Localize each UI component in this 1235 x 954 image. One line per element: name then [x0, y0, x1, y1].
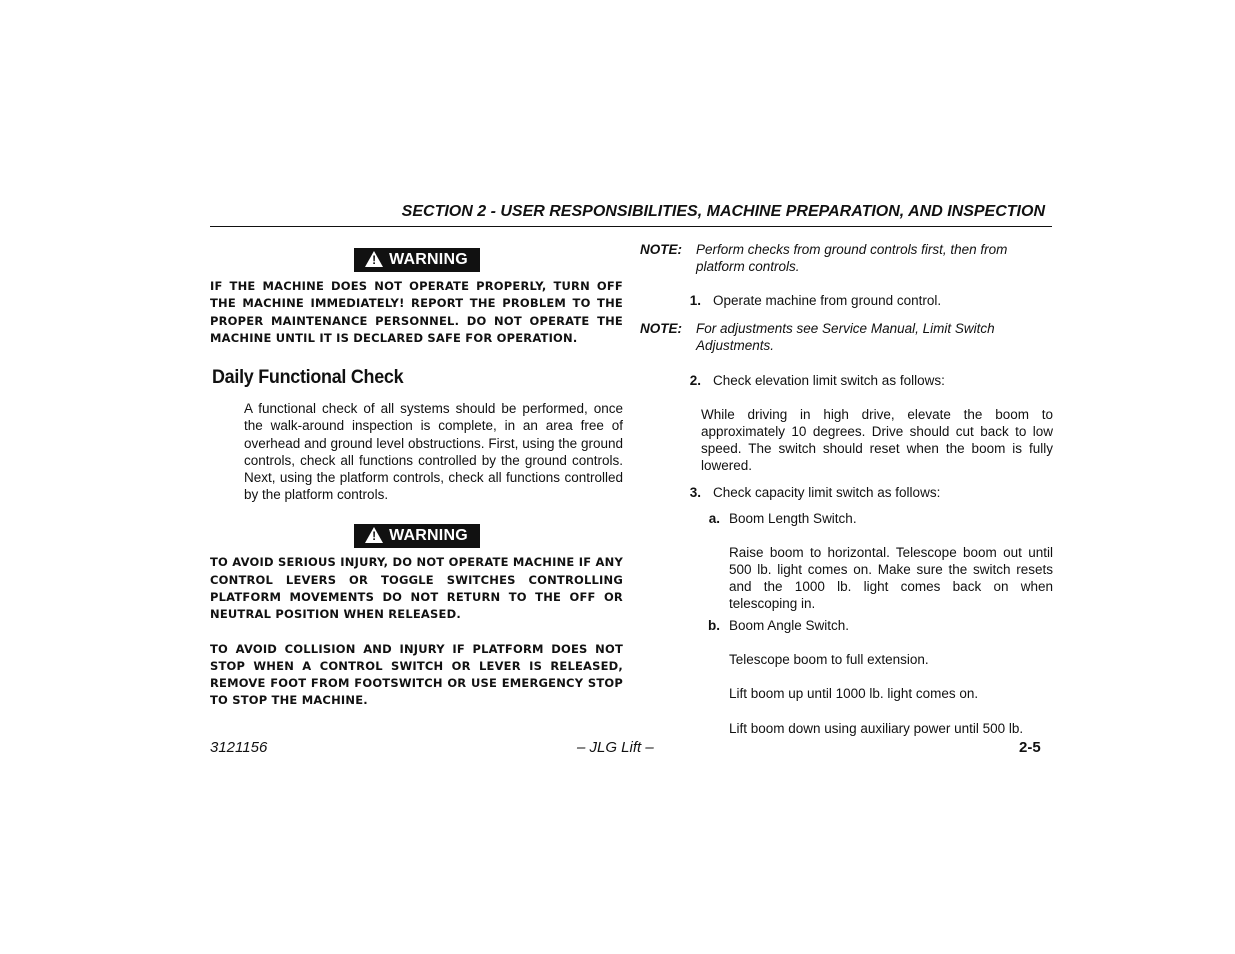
sub-step-letter: a.: [708, 511, 720, 526]
right-column: [640, 241, 1053, 737]
section-header-title: SECTION 2 - USER RESPONSIBILITIES, MACHINE PREPARATION, AND INSPECTION: [401, 203, 1045, 220]
sub-step-letter: b.: [708, 618, 720, 633]
step-text: Check capacity limit switch as follows:: [713, 485, 941, 500]
section-header: [210, 202, 1052, 227]
note-label: NOTE:: [640, 321, 682, 336]
step-number: 1.: [689, 293, 701, 308]
sub-step-detail: Telescope boom to full extension.: [729, 652, 929, 667]
sub-step-detail: Lift boom down using auxiliary power until 500 lb.: [729, 721, 1024, 736]
footer-doc-number: 3121156: [210, 739, 268, 756]
step-number: 2.: [689, 373, 701, 388]
step-item: [640, 372, 1053, 389]
note-label: NOTE:: [640, 242, 682, 257]
sub-step-detail: Raise boom to horizontal. Telescope boom out until 500 lb. light comes on. Make sure the switch resets and the 1000 lb. light comes back on when telescoping in.: [729, 545, 1053, 611]
section-title: Daily Functional Check: [212, 366, 404, 389]
step-item: [640, 484, 1053, 501]
warning-badge: [354, 524, 480, 548]
note: [640, 320, 1053, 354]
sub-step-item: [640, 617, 1053, 634]
sub-step-text: Boom Angle Switch.: [729, 618, 850, 633]
warning-badge: [354, 248, 480, 272]
warning-text: IF THE MACHINE DOES NOT OPERATE PROPERLY, TURN OFF THE MACHINE IMMEDIATELY! REPORT THE PROBLEM TO THE PROPER MAINTENANCE PERSONNEL. DO NOT OPERATE THE MACHINE UNTIL IT IS DECLARED SAFE FOR OPERATION.: [210, 279, 623, 345]
warning-text: TO AVOID SERIOUS INJURY, DO NOT OPERATE MACHINE IF ANY CONTROL LEVERS OR TOGGLE SWITCHES CONTROLLING PLATFORM MOVEMENTS DO NOT RETURN TO THE OFF OR NEUTRAL POSITION WHEN RELEASED.: [210, 555, 623, 622]
body-paragraph: A functional check of all systems should be performed, once the walk-around inspection is complete, in an area free of overhead and ground level obstructions. First, using the ground controls, check all functions controlled by the ground controls. Next, using the platform controls, check all functions controlled by the platform controls.: [244, 401, 623, 503]
warning-triangle-icon: [365, 251, 383, 267]
note: [640, 241, 1053, 275]
sub-step-item: [640, 510, 1053, 527]
footer-page-number: 2-5: [1019, 739, 1041, 756]
left-column: [210, 248, 623, 710]
step-number: 3.: [689, 485, 701, 500]
step-detail-text: While driving in high drive, elevate the boom to approximately 10 degrees. Drive should cut back to low speed. The switch should reset when the boom is fully lowered.: [701, 407, 1053, 473]
note-text: Perform checks from ground controls first, then from platform controls.: [696, 242, 1008, 274]
warning-text: TO AVOID COLLISION AND INJURY IF PLATFORM DOES NOT STOP WHEN A CONTROL SWITCH OR LEVER IS RELEASED, REMOVE FOOT FROM FOOTSWITCH OR USE EMERGENCY STOP TO STOP THE MACHINE.: [210, 641, 623, 708]
footer-publisher: – JLG Lift –: [577, 739, 654, 756]
step-text: Check elevation limit switch as follows:: [713, 373, 945, 388]
note-text: For adjustments see Service Manual, Limit Switch Adjustments.: [696, 321, 995, 353]
sub-step-detail: Lift boom up until 1000 lb. light comes on.: [729, 686, 979, 701]
step-item: [640, 292, 1053, 309]
warning-triangle-icon: [365, 527, 383, 543]
warning-badge-label: WARNING: [389, 527, 468, 545]
warning-badge-label: WARNING: [389, 251, 468, 268]
step-detail: [701, 406, 1053, 474]
sub-step-text: Boom Length Switch.: [729, 511, 857, 526]
step-text: Operate machine from ground control.: [713, 293, 942, 308]
